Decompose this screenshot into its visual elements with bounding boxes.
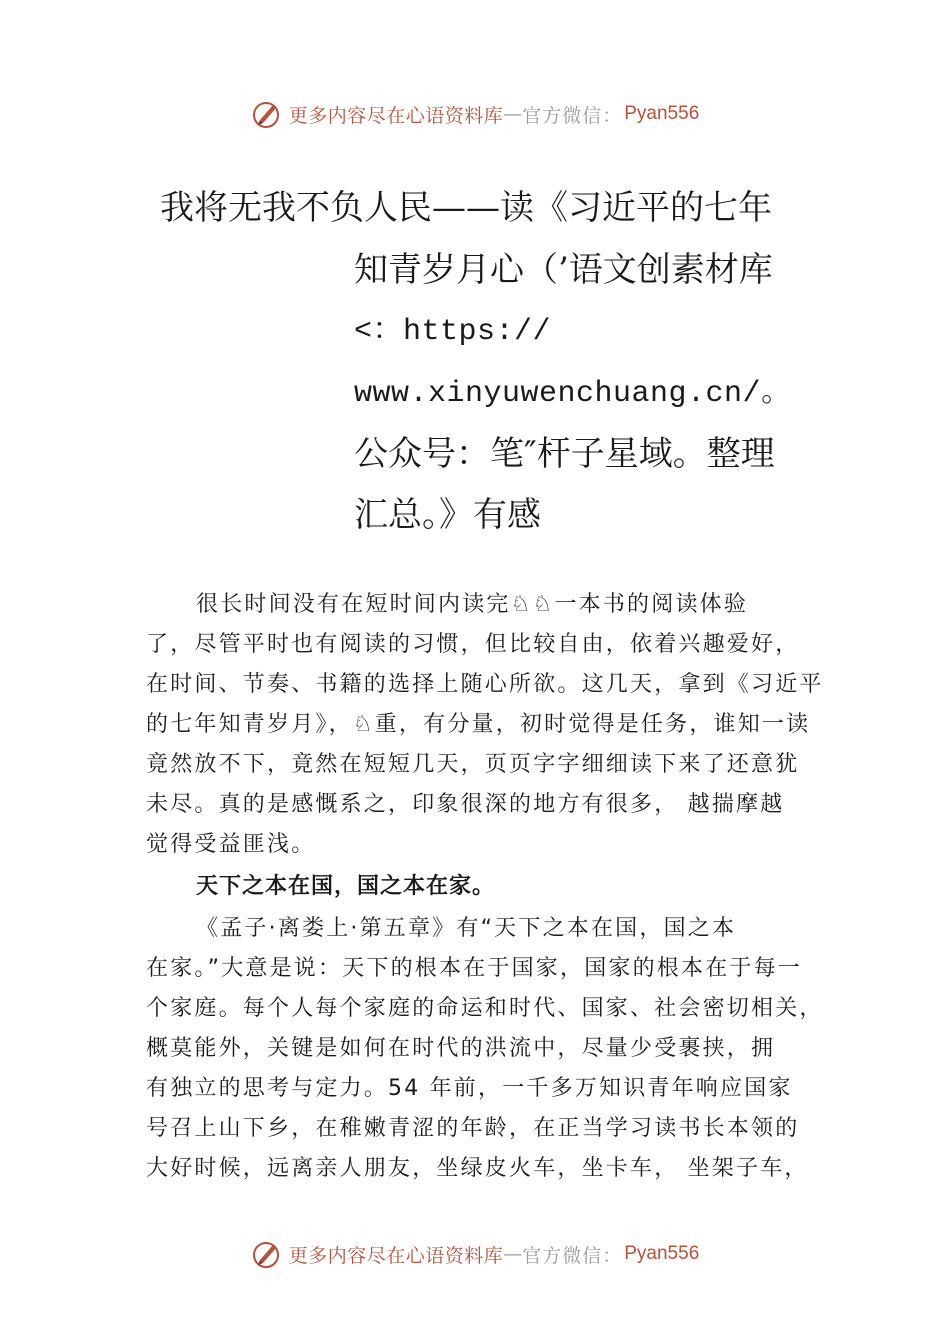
paragraph-line: 概莫能外，关键是如何在时代的洪流中，尽量少受裹挟，拥: [146, 1036, 776, 1061]
document-body: [146, 585, 826, 1189]
title-line-3: <：https://: [354, 315, 552, 349]
paragraph-line: 号召上山下乡，在稚嫩青涩的年龄，在正当学习读书长本领的: [146, 1116, 800, 1141]
banner-text: 更多内容尽在心语资料库: [288, 1244, 504, 1267]
banner-wechat-id: Pyan556: [624, 1243, 700, 1264]
title-line-2: 知青岁月心（’语文创素材库: [354, 250, 773, 290]
paragraph-line: 在时间、节奏、书籍的选择上随心所欲。这几天，拿到《习近平: [146, 672, 824, 697]
paragraph-line: 在家。”大意是说：天下的根本在于国家，国家的根本在于每一: [146, 956, 802, 981]
paragraph-line: 很长时间没有在短时间内读完♘♘一本书的阅读体验: [196, 592, 749, 617]
banner-wechat-label: 官方微信：: [522, 104, 623, 127]
paragraph-line: 竟然放不下，竟然在短短几天，页页字字细细读下来了还意犹: [146, 752, 800, 777]
title-line-1: 我将无我不负人民——读《习近平的七年: [160, 188, 772, 228]
paragraph-line: 未尽。真的是感慨系之，印象很深的地方有很多， 越揣摩越: [146, 792, 785, 817]
header-banner: [0, 94, 950, 134]
paragraph-line: 了，尽管平时也有阅读的习惯，但比较自由，依着兴趣爱好，: [146, 632, 800, 657]
banner-text: 更多内容尽在心语资料库: [288, 104, 504, 127]
paragraph-line: 的七年知青岁月》，♘重，有分量，初时觉得是任务，谁知一读: [146, 712, 811, 737]
paragraph-line: 有独立的思考与定力。54 年前，一千多万知识青年响应国家: [146, 1076, 793, 1101]
paragraph-line: 大好时候，远离亲人朋友，坐绿皮火车，坐卡车， 坐架子车，: [146, 1156, 809, 1181]
paragraph-line: 个家庭。每个人每个家庭的命运和时代、国家、社会密切相关，: [146, 996, 824, 1021]
banner-dash: —: [503, 1243, 523, 1265]
banner-dash: —: [503, 103, 523, 125]
banner-wechat-label: 官方微信：: [522, 1244, 623, 1267]
footer-banner: [0, 1234, 950, 1274]
title-line-6: 汇总。》有感: [354, 495, 541, 535]
title-line-4: www.xinyuwenchuang.cn/。: [354, 377, 792, 411]
title-line-5: 公众号：笔″杆子星域。整理: [354, 434, 775, 474]
paragraph-line: 觉得受益匪浅。: [146, 832, 316, 857]
paragraph-line: 《孟子·离娄上·第五章》有“天下之本在国，国之本: [196, 916, 737, 941]
pen-logo-icon: [251, 1238, 283, 1270]
section-heading: 天下之本在国，国之本在家。: [196, 874, 496, 899]
pen-logo-icon: [251, 98, 283, 130]
banner-wechat-id: Pyan556: [624, 103, 700, 124]
